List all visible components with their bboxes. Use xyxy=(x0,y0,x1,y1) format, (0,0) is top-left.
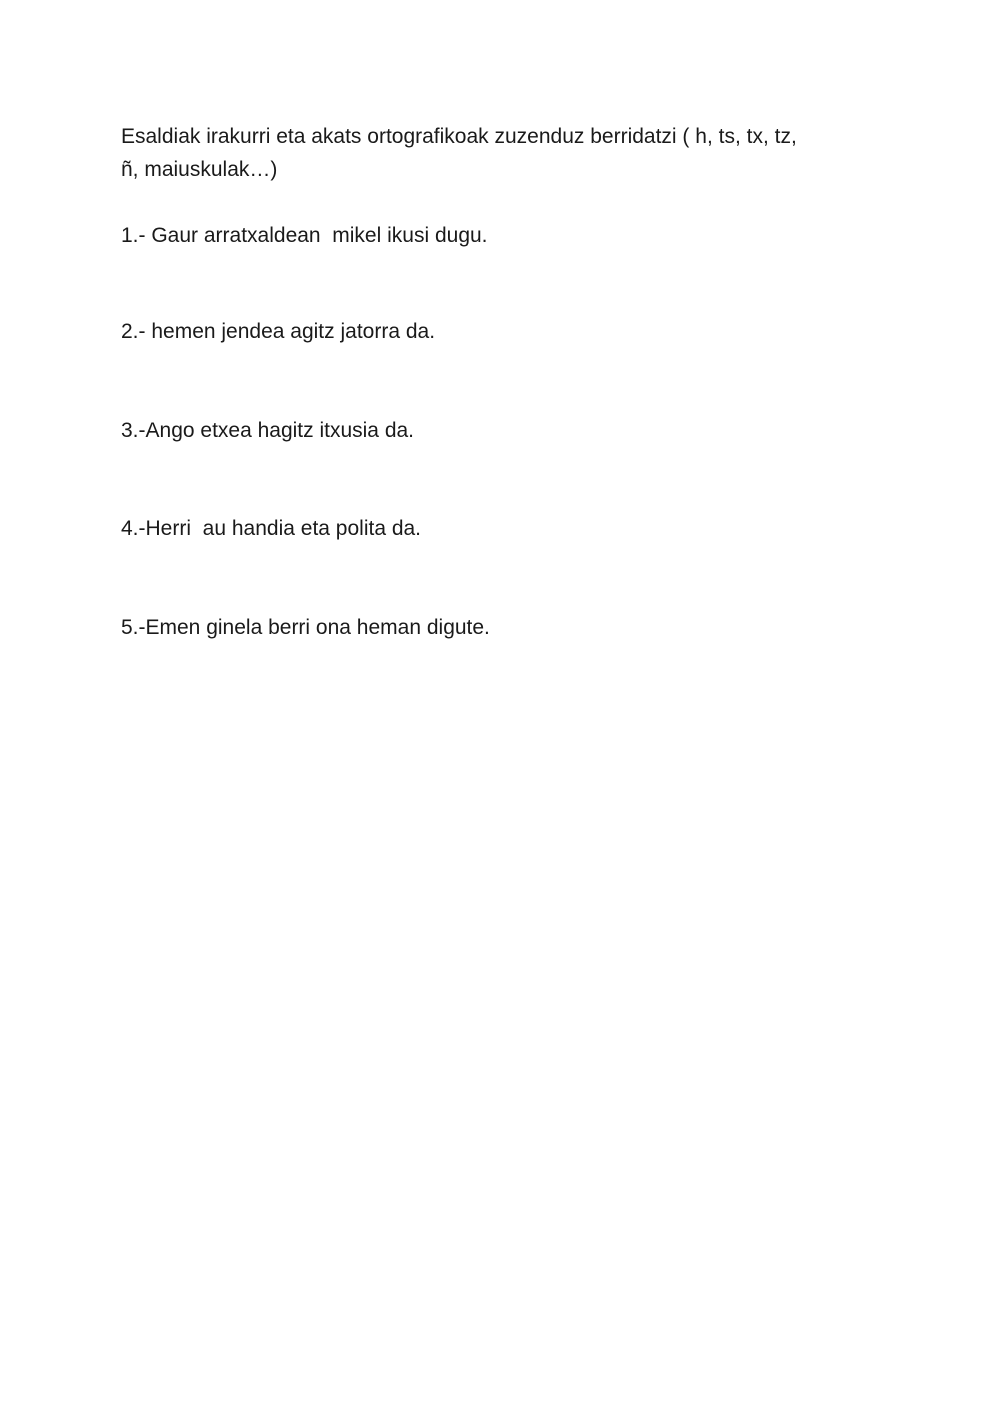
instructions-line-2: ñ, maiuskulak…) xyxy=(121,158,278,181)
instructions-text xyxy=(121,120,891,186)
sentence-1: 1.- Gaur arratxaldean mikel ikusi dugu. xyxy=(121,224,488,247)
sentence-5: 5.-Emen ginela berri ona heman digute. xyxy=(121,616,490,639)
instructions-line-1: Esaldiak irakurri eta akats ortografikoak zuzenduz berridatzi ( h, ts, tx, tz, xyxy=(121,125,797,148)
sentence-3: 3.-Ango etxea hagitz itxusia da. xyxy=(121,419,415,442)
sentence-4: 4.-Herri au handia eta polita da. xyxy=(121,517,422,540)
sentence-2: 2.- hemen jendea agitz jatorra da. xyxy=(121,320,436,343)
